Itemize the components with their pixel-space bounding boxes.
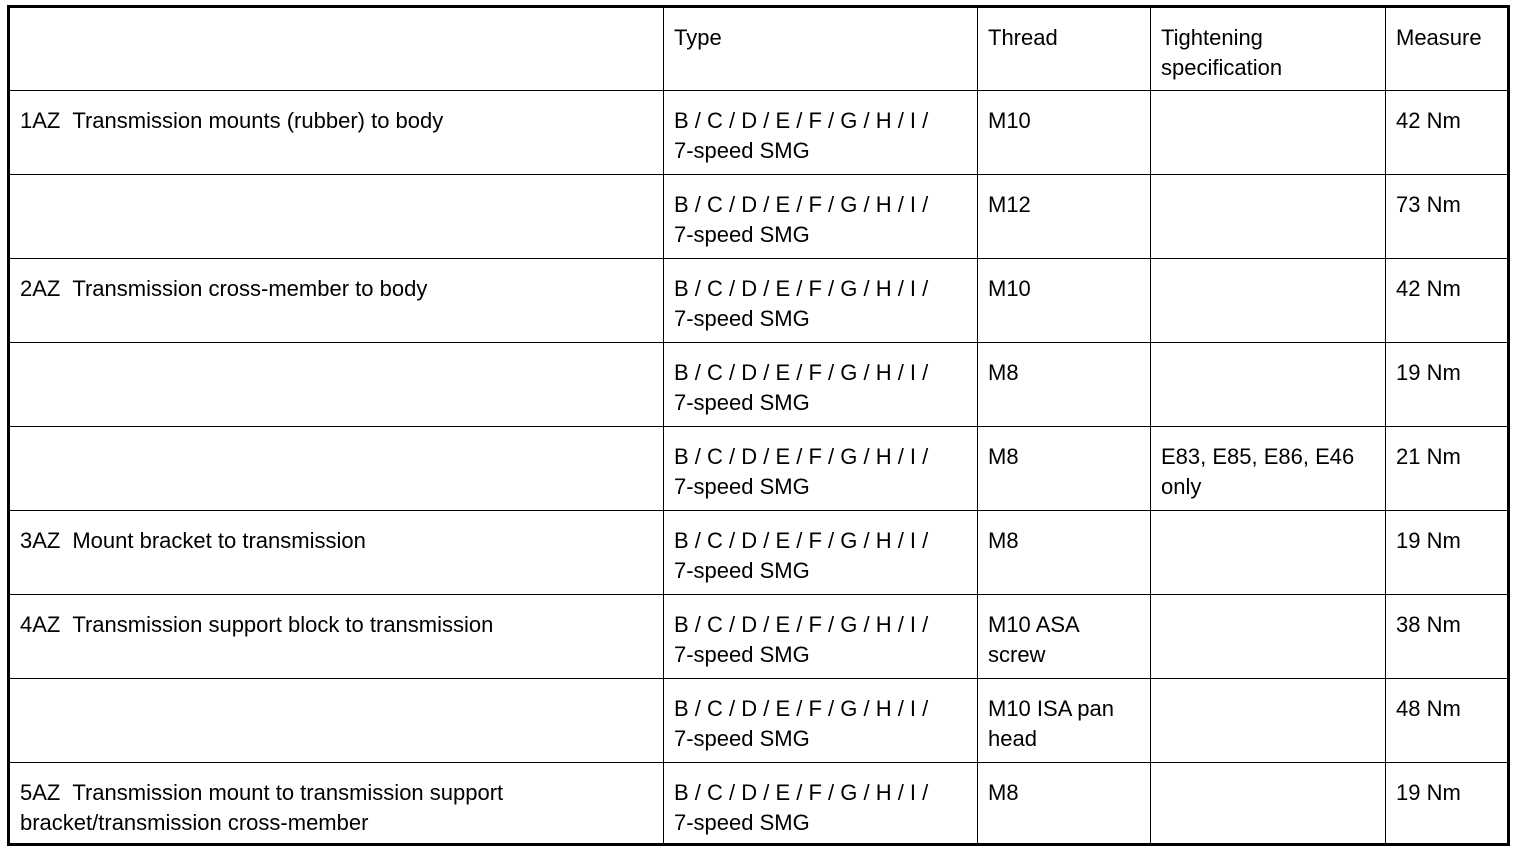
item-description: Transmission mounts (rubber) to body [72,108,444,133]
cell-tightening [1151,679,1386,763]
cell-tightening [1151,763,1386,845]
cell-description [9,175,664,259]
header-type: Type [664,7,978,91]
type-variants: B / C / D / E / F / G / H / I / [674,276,929,301]
cell-description [9,511,664,595]
cell-description [9,259,664,343]
table-row [9,91,1509,175]
item-description: Mount bracket to transmission [72,528,366,553]
cell-measure: 19 Nm [1386,763,1509,845]
table-body [9,91,1509,845]
cell-tightening [1151,595,1386,679]
cell-thread: M8 [978,343,1151,427]
item-description: Transmission mount to transmission support [72,780,504,805]
table-row [9,259,1509,343]
type-smg: 7-speed SMG [674,726,810,751]
cell-description [9,343,664,427]
item-number: 2AZ [20,276,61,301]
header-measure: Measure [1386,7,1509,91]
item-number: 5AZ [20,780,61,805]
cell-thread: M8 [978,511,1151,595]
table-row [9,511,1509,595]
table-row [9,175,1509,259]
cell-type [664,343,978,427]
cell-type [664,427,978,511]
cell-description [9,595,664,679]
type-smg: 7-speed SMG [674,390,810,415]
header-tightening-line1: Tightening [1161,25,1263,50]
table-header [9,7,1509,91]
cell-thread: M10 ASA screw [978,595,1151,679]
table-row [9,343,1509,427]
cell-thread: M8 [978,427,1151,511]
item-number: 3AZ [20,528,61,553]
cell-measure: 19 Nm [1386,511,1509,595]
cell-measure: 73 Nm [1386,175,1509,259]
cell-tightening [1151,511,1386,595]
table-row [9,679,1509,763]
type-variants: B / C / D / E / F / G / H / I / [674,360,929,385]
item-description: Transmission support block to transmission [72,612,494,637]
header-row [9,7,1509,91]
cell-tightening [1151,91,1386,175]
cell-measure: 19 Nm [1386,343,1509,427]
cell-tightening [1151,259,1386,343]
type-variants: B / C / D / E / F / G / H / I / [674,780,929,805]
cell-thread: M10 [978,259,1151,343]
cell-description [9,679,664,763]
type-variants: B / C / D / E / F / G / H / I / [674,108,929,133]
cell-type [664,91,978,175]
cell-type [664,679,978,763]
cell-thread: M10 [978,91,1151,175]
cell-tightening: E83, E85, E86, E46 only [1151,427,1386,511]
table-row [9,595,1509,679]
cell-type [664,511,978,595]
type-variants: B / C / D / E / F / G / H / I / [674,696,929,721]
cell-thread: M10 ISA pan head [978,679,1151,763]
cell-measure: 42 Nm [1386,91,1509,175]
header-description [9,7,664,91]
type-variants: B / C / D / E / F / G / H / I / [674,612,929,637]
type-variants: B / C / D / E / F / G / H / I / [674,528,929,553]
cell-type [664,259,978,343]
type-smg: 7-speed SMG [674,810,810,835]
cell-type [664,595,978,679]
cell-type [664,175,978,259]
cell-thread: M8 [978,763,1151,845]
item-description: Transmission cross-member to body [72,276,428,301]
cell-description [9,427,664,511]
cell-description [9,763,664,845]
item-description-line2: bracket/transmission cross-member [20,810,369,835]
type-smg: 7-speed SMG [674,138,810,163]
cell-thread: M12 [978,175,1151,259]
item-number: 4AZ [20,612,61,637]
cell-measure: 38 Nm [1386,595,1509,679]
table-row [9,763,1509,845]
header-tightening [1151,7,1386,91]
cell-measure: 42 Nm [1386,259,1509,343]
type-smg: 7-speed SMG [674,558,810,583]
cell-measure: 21 Nm [1386,427,1509,511]
type-smg: 7-speed SMG [674,222,810,247]
cell-type [664,763,978,845]
type-variants: B / C / D / E / F / G / H / I / [674,444,929,469]
type-smg: 7-speed SMG [674,474,810,499]
header-tightening-line2: specification [1161,55,1283,80]
cell-tightening [1151,343,1386,427]
type-smg: 7-speed SMG [674,306,810,331]
type-variants: B / C / D / E / F / G / H / I / [674,192,929,217]
cell-measure: 48 Nm [1386,679,1509,763]
header-thread: Thread [978,7,1151,91]
cell-description [9,91,664,175]
type-smg: 7-speed SMG [674,642,810,667]
tightening-torque-table [7,5,1510,846]
cell-tightening [1151,175,1386,259]
table-row [9,427,1509,511]
item-number: 1AZ [20,108,61,133]
